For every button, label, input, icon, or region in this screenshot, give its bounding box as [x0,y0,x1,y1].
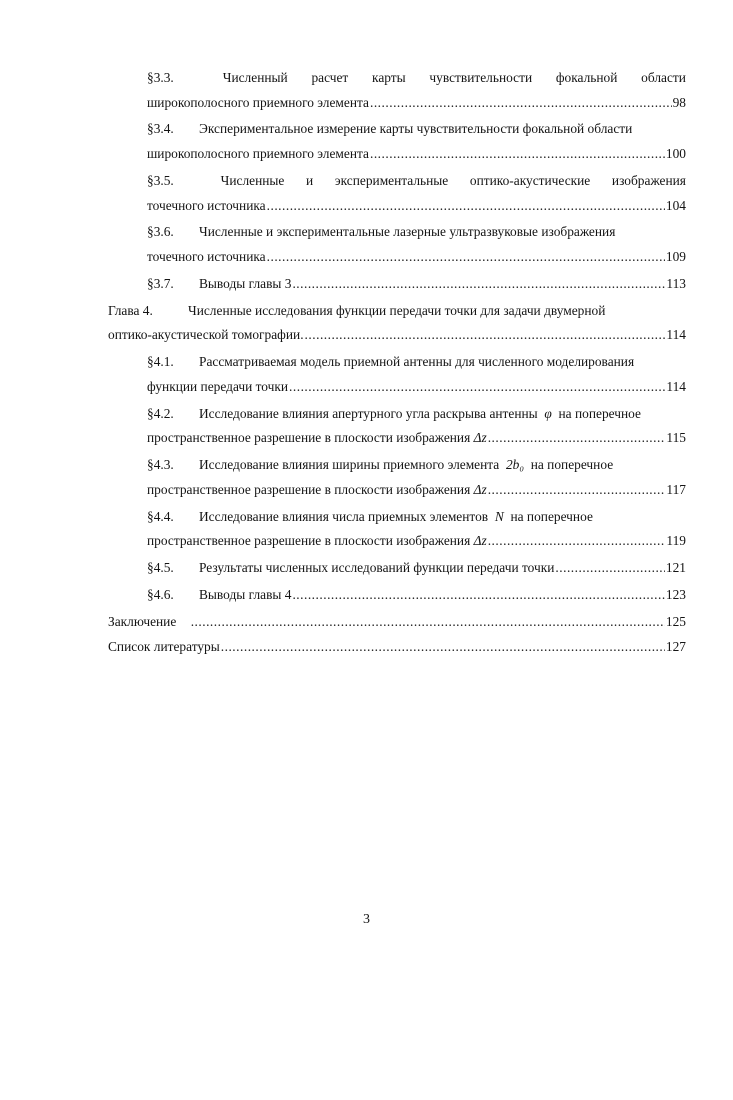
section-title: Выводы главы 3 [199,275,292,291]
toc-entry-3-6[interactable] [108,220,686,269]
toc-entry-4-2[interactable]: §4.2. Исследование влияния апертурного угла раскрыва антенны φ на поперечное пространственное разрешение в плоскости изображения Δz ..... 115 [108,402,686,451]
page-number: 3 [363,912,370,927]
page-ref: 121 [665,560,686,576]
section-number: §3.6. [147,224,174,240]
toc-entry-4-1[interactable] [108,350,686,399]
section-number: §3.7. [147,275,174,291]
dot-leader [267,194,665,219]
section-title: Результаты численных исследований функции передачи точки [199,560,555,576]
dot-leader [267,245,665,270]
table-of-contents [108,66,686,659]
dot-leader [292,272,665,297]
section-number: §4.3. [147,457,174,473]
toc-entry-3-7[interactable] [108,272,686,297]
toc-entry-4-6[interactable] [108,583,686,608]
section-number: §3.5. [147,172,174,188]
section-title-cont: точечного источника [147,249,266,265]
section-title: Экспериментальное измерение карты чувствительности фокальной области [199,121,633,137]
page-ref: 104 [665,197,686,213]
section-number: §4.1. [147,354,174,370]
section-title-cont: широкополосного приемного элемента [147,146,369,162]
section-title-cont: пространственное разрешение в плоскости изображения [147,533,471,549]
section-title: Исследование влияния числа приемных элементов [199,508,489,524]
page-ref: 127 [665,638,686,654]
math-symbol: Δz [473,533,487,549]
page-ref: 115 [666,430,686,446]
dot-leader [488,529,666,554]
dot-leader [221,635,665,660]
toc-entry-4-5[interactable] [108,556,686,581]
section-title: Исследование влияния ширины приемного элемента [199,457,500,473]
toc-entry-references[interactable] [108,635,686,660]
dot-leader [370,91,672,116]
section-title: Список литературы [108,638,220,654]
page-ref: 114 [666,327,686,343]
section-number: §4.6. [147,587,174,603]
toc-entry-4-3[interactable]: §4.3. Исследование влияния ширины приемного элемента 2b₀ на поперечное пространственное разрешение в плоскости изображения Δz ..... 117 [108,453,686,502]
page-ref: 114 [666,378,686,394]
section-title-cont: пространственное разрешение в плоскости изображения [147,481,471,497]
math-symbol: 2b₀ [505,457,524,473]
page-ref: 123 [665,587,686,603]
chapter-number: Глава 4. [108,302,153,318]
page-ref: 125 [665,614,686,630]
dot-leader [555,556,665,581]
toc-entry-3-4[interactable] [108,117,686,166]
section-title-cont: точечного источника [147,197,266,213]
section-number: §3.3. [147,70,174,85]
section-title-cont: функции передачи точки [147,378,289,394]
section-title: Численные и экспериментальные лазерные ультразвуковые изображения [199,224,616,240]
math-symbol: Δz [473,430,487,446]
dot-leader [370,142,665,167]
toc-entry-4-4[interactable]: §4.4. Исследование влияния числа приемных элементов N на поперечное пространственное разрешение в плоскости изображения Δz ..... 119 [108,505,686,554]
math-symbol: N [494,508,504,524]
section-number: §3.4. [147,121,174,137]
section-number: §4.4. [147,508,174,524]
math-symbol: φ [544,405,552,421]
toc-entry-conclusion[interactable] [108,610,686,635]
math-symbol: Δz [473,481,487,497]
page-ref: 100 [665,146,686,162]
page-ref: 117 [666,481,686,497]
section-title: Исследование влияния апертурного угла раскрыва антенны [199,405,538,421]
toc-entry-3-3[interactable]: §3.3. Численный расчет карты чувствительности фокальной области широкополосного приемного элемента ..... 98 [108,66,686,115]
section-title-cont: широкополосного приемного элемента [147,94,369,110]
page-ref: 113 [666,275,686,291]
dot-leader [191,610,665,635]
toc-entry-3-5[interactable]: §3.5. Численные и экспериментальные оптико-акустические изображения точечного источника ..... 104 [108,169,686,218]
section-title: Рассматриваемая модель приемной антенны для численного моделирования [199,354,635,370]
section-title-cont: пространственное разрешение в плоскости изображения [147,430,471,446]
toc-entry-chapter-4[interactable] [108,299,686,348]
chapter-title-cont: оптико-акустической томографии. [108,327,304,343]
dot-leader [488,478,666,503]
dot-leader [488,426,666,451]
section-number: §4.2. [147,405,174,421]
page-ref: 98 [672,94,686,110]
page-ref: 119 [666,533,686,549]
dot-leader [292,583,664,608]
dot-leader [305,323,666,348]
section-number: §4.5. [147,560,174,576]
section-title: Заключение [108,614,177,630]
chapter-title: Численные исследования функции передачи точки для задачи двумерной [188,302,606,318]
page-ref: 109 [665,249,686,265]
dot-leader [289,375,665,400]
section-title: Выводы главы 4 [199,587,292,603]
